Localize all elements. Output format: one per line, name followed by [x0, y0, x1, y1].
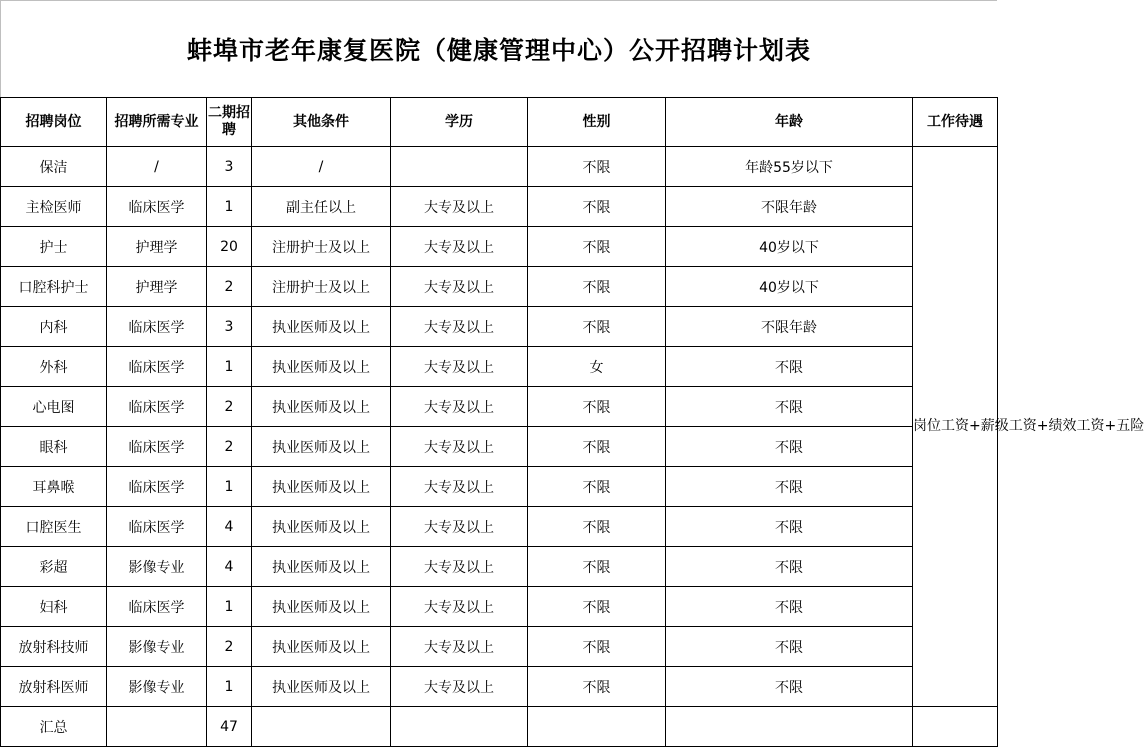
count-cell: 4 [207, 547, 252, 587]
major-cell: 影像专业 [107, 667, 207, 707]
summary-label: 汇总 [1, 707, 107, 747]
header-age: 年龄 [666, 98, 913, 147]
age-cell: 不限 [666, 427, 913, 467]
table-row [1, 507, 998, 547]
age-cell: 年龄55岁以下 [666, 147, 913, 187]
recruitment-table [0, 97, 1144, 747]
major-cell: 影像专业 [107, 547, 207, 587]
summary-empty [107, 707, 207, 747]
conditions-cell: 执业医师及以上 [252, 387, 391, 427]
conditions-cell: 执业医师及以上 [252, 427, 391, 467]
conditions-cell: 执业医师及以上 [252, 507, 391, 547]
major-cell: 临床医学 [107, 307, 207, 347]
header-position: 招聘岗位 [1, 98, 107, 147]
count-cell: 4 [207, 507, 252, 547]
gender-cell: 不限 [528, 387, 666, 427]
conditions-cell: 执业医师及以上 [252, 627, 391, 667]
table-row [1, 427, 998, 467]
position-cell: 眼科 [1, 427, 107, 467]
table-row [1, 587, 998, 627]
major-cell: / [107, 147, 207, 187]
conditions-cell: 执业医师及以上 [252, 307, 391, 347]
gender-cell: 不限 [528, 267, 666, 307]
summary-empty [666, 707, 913, 747]
position-cell: 耳鼻喉 [1, 467, 107, 507]
education-cell: 大专及以上 [391, 427, 528, 467]
gender-cell: 不限 [528, 187, 666, 227]
age-cell: 不限年龄 [666, 187, 913, 227]
table-row [1, 227, 998, 267]
age-cell: 40岁以下 [666, 227, 913, 267]
education-cell: 大专及以上 [391, 267, 528, 307]
gender-cell: 不限 [528, 227, 666, 267]
count-cell: 3 [207, 307, 252, 347]
header-benefits: 工作待遇 [913, 98, 998, 147]
position-cell: 保洁 [1, 147, 107, 187]
education-cell: 大专及以上 [391, 347, 528, 387]
position-cell: 放射科医师 [1, 667, 107, 707]
count-cell: 2 [207, 627, 252, 667]
conditions-cell: 执业医师及以上 [252, 667, 391, 707]
gender-cell: 女 [528, 347, 666, 387]
major-cell: 影像专业 [107, 627, 207, 667]
age-cell: 不限 [666, 387, 913, 427]
age-cell: 不限 [666, 467, 913, 507]
education-cell: 大专及以上 [391, 547, 528, 587]
position-cell: 心电图 [1, 387, 107, 427]
summary-empty [528, 707, 666, 747]
position-cell: 护士 [1, 227, 107, 267]
major-cell: 临床医学 [107, 507, 207, 547]
header-gender: 性别 [528, 98, 666, 147]
table-row [1, 307, 998, 347]
major-cell: 临床医学 [107, 427, 207, 467]
age-cell: 不限 [666, 547, 913, 587]
position-cell: 口腔科护士 [1, 267, 107, 307]
table-row [1, 467, 998, 507]
age-cell: 不限 [666, 667, 913, 707]
major-cell: 护理学 [107, 267, 207, 307]
major-cell: 临床医学 [107, 587, 207, 627]
benefits-cell: 岗位工资+薪级工资+绩效工资+五险 [913, 147, 998, 707]
count-cell: 1 [207, 667, 252, 707]
age-cell: 不限 [666, 587, 913, 627]
table-row [1, 147, 998, 187]
education-cell: 大专及以上 [391, 587, 528, 627]
table-row [1, 667, 998, 707]
conditions-cell: 执业医师及以上 [252, 587, 391, 627]
age-cell: 不限 [666, 507, 913, 547]
table-row [1, 387, 998, 427]
gender-cell: 不限 [528, 547, 666, 587]
count-cell: 2 [207, 387, 252, 427]
summary-empty [913, 707, 998, 747]
education-cell: 大专及以上 [391, 387, 528, 427]
summary-empty [252, 707, 391, 747]
education-cell: 大专及以上 [391, 667, 528, 707]
major-cell: 临床医学 [107, 387, 207, 427]
count-cell: 1 [207, 587, 252, 627]
gender-cell: 不限 [528, 467, 666, 507]
table-row [1, 187, 998, 227]
conditions-cell: 副主任以上 [252, 187, 391, 227]
count-cell: 20 [207, 227, 252, 267]
major-cell: 临床医学 [107, 467, 207, 507]
education-cell: 大专及以上 [391, 307, 528, 347]
position-cell: 主检医师 [1, 187, 107, 227]
header-row [1, 98, 998, 147]
table-row [1, 347, 998, 387]
conditions-cell: 执业医师及以上 [252, 467, 391, 507]
count-cell: 1 [207, 467, 252, 507]
header-count: 二期招聘 [207, 98, 252, 147]
position-cell: 妇科 [1, 587, 107, 627]
header-education: 学历 [391, 98, 528, 147]
gender-cell: 不限 [528, 667, 666, 707]
gender-cell: 不限 [528, 307, 666, 347]
age-cell: 不限 [666, 627, 913, 667]
summary-empty [391, 707, 528, 747]
age-cell: 不限 [666, 347, 913, 387]
major-cell: 临床医学 [107, 347, 207, 387]
gender-cell: 不限 [528, 627, 666, 667]
age-cell: 40岁以下 [666, 267, 913, 307]
position-cell: 放射科技师 [1, 627, 107, 667]
conditions-cell: 注册护士及以上 [252, 227, 391, 267]
gender-cell: 不限 [528, 507, 666, 547]
education-cell [391, 147, 528, 187]
header-major: 招聘所需专业 [107, 98, 207, 147]
table-row [1, 627, 998, 667]
table-row [1, 547, 998, 587]
position-cell: 外科 [1, 347, 107, 387]
age-cell: 不限年龄 [666, 307, 913, 347]
education-cell: 大专及以上 [391, 187, 528, 227]
conditions-cell: 注册护士及以上 [252, 267, 391, 307]
position-cell: 彩超 [1, 547, 107, 587]
gender-cell: 不限 [528, 587, 666, 627]
count-cell: 3 [207, 147, 252, 187]
count-cell: 2 [207, 427, 252, 467]
major-cell: 临床医学 [107, 187, 207, 227]
education-cell: 大专及以上 [391, 627, 528, 667]
summary-count: 47 [207, 707, 252, 747]
position-cell: 口腔医生 [1, 507, 107, 547]
count-cell: 1 [207, 187, 252, 227]
header-conditions: 其他条件 [252, 98, 391, 147]
page-title: 蚌埠市老年康复医院（健康管理中心）公开招聘计划表 [0, 0, 997, 97]
table-row [1, 267, 998, 307]
count-cell: 1 [207, 347, 252, 387]
conditions-cell: 执业医师及以上 [252, 347, 391, 387]
gender-cell: 不限 [528, 427, 666, 467]
summary-row [1, 707, 998, 747]
education-cell: 大专及以上 [391, 467, 528, 507]
gender-cell: 不限 [528, 147, 666, 187]
position-cell: 内科 [1, 307, 107, 347]
major-cell: 护理学 [107, 227, 207, 267]
education-cell: 大专及以上 [391, 507, 528, 547]
count-cell: 2 [207, 267, 252, 307]
conditions-cell: 执业医师及以上 [252, 547, 391, 587]
education-cell: 大专及以上 [391, 227, 528, 267]
conditions-cell: / [252, 147, 391, 187]
